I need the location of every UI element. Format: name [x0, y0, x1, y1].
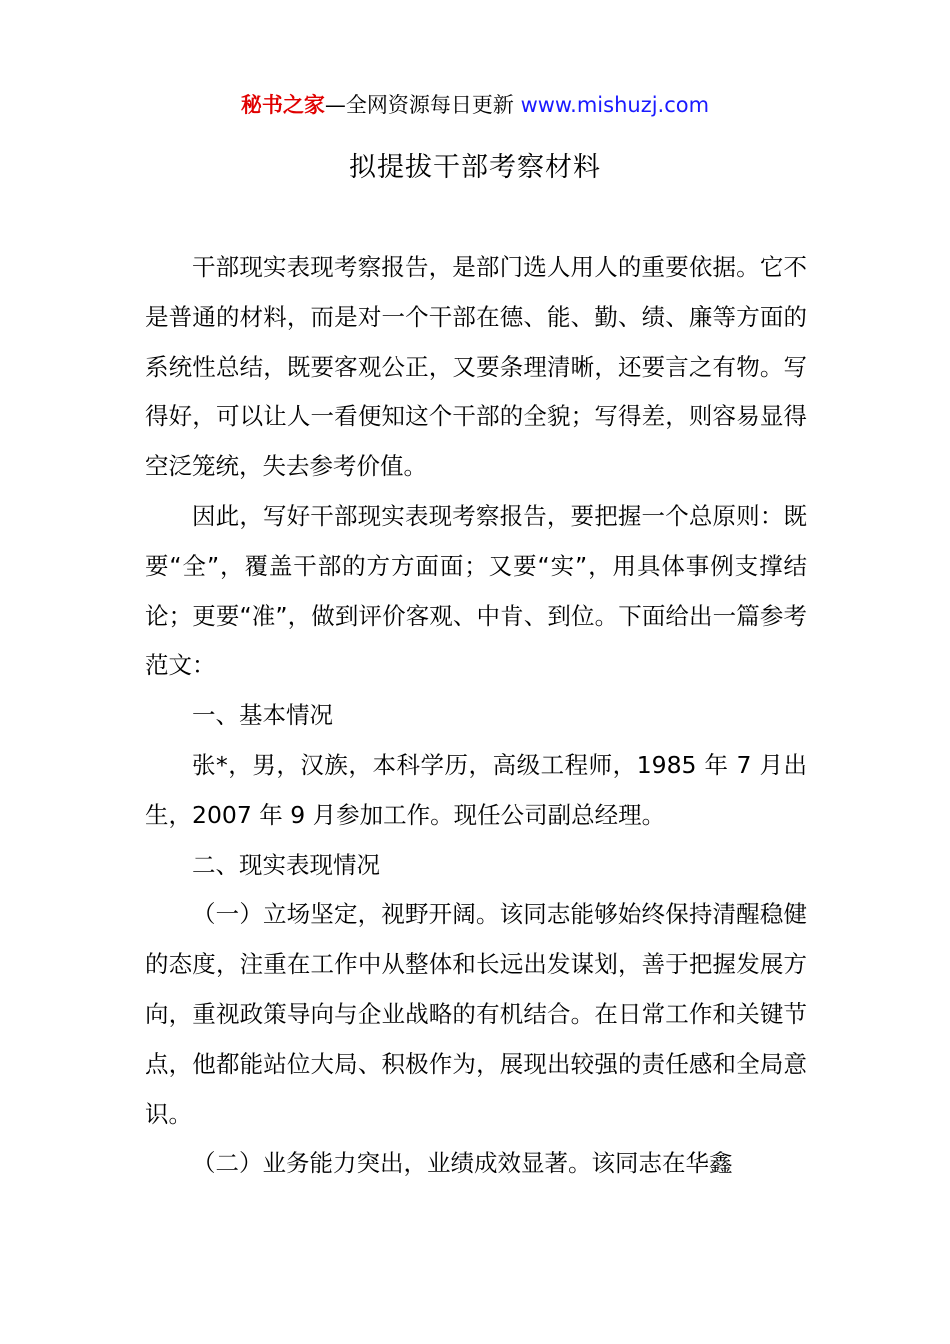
site-header	[0, 90, 950, 120]
paragraph-performance-1: （一）立场坚定，视野开阔。该同志能够始终保持清醒稳健的态度，注重在工作中从整体和长远出发谋划，善于把握发展方向，重视政策导向与企业战略的有机结合。在日常工作和关键节点，他都能站位大局、积极作为，展现出较强的责任感和全局意识。	[145, 900, 807, 1128]
document-body	[145, 243, 807, 1189]
section-heading-basic-info: 一、基本情况	[192, 701, 333, 730]
section-heading-performance: 二、现实表现情况	[192, 850, 380, 879]
document-title: 拟提拔干部考察材料	[349, 152, 601, 183]
paragraph-basic-info: 张*，男，汉族，本科学历，高级工程师，1985 年 7 月出生，2007 年 9 月参加工作。现任公司副总经理。	[145, 750, 807, 829]
brand-name: 秘书之家	[240, 93, 325, 117]
paragraph-performance-2: （二）业务能力突出，业绩成效显著。该同志在华鑫	[192, 1149, 733, 1178]
site-url-link[interactable]: www.mishuzj.com	[520, 93, 710, 117]
header-tagline: —全网资源每日更新	[324, 93, 521, 117]
paragraph-intro: 干部现实表现考察报告，是部门选人用人的重要依据。它不是普通的材料，而是对一个干部在德、能、勤、绩、廉等方面的系统性总结，既要客观公正，又要条理清晰，还要言之有物。写得好，可以让人一看便知这个干部的全貌；写得差，则容易显得空泛笼统，失去参考价值。	[145, 253, 807, 481]
paragraph-principle: 因此，写好干部现实表现考察报告，要把握一个总原则：既要“全”，覆盖干部的方方面面；又要“实”，用具体事例支撑结论；更要“准”，做到评价客观、中肯、到位。下面给出一篇参考范文：	[145, 501, 807, 680]
